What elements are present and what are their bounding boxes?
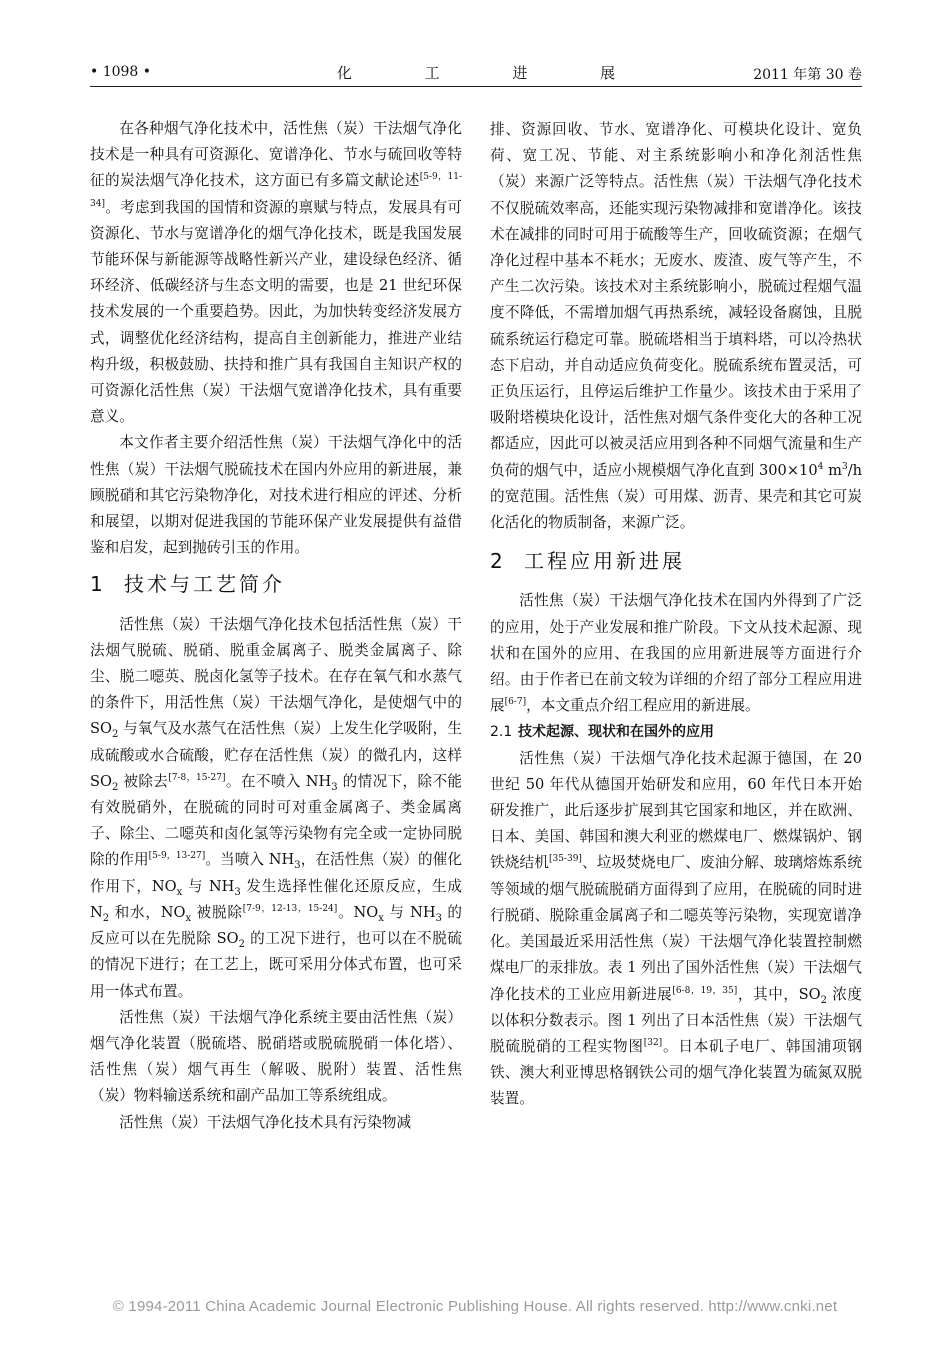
paragraph: 活性焦（炭）干法烟气净化系统主要由活性焦（炭）烟气净化装置（脱硫塔、脱硝塔或脱硫脱硝一体化塔）、活性焦（炭）烟气再生（解吸、脱附）装置、活性焦（炭）物料输送系统和副产品加工等系统组成。 <box>90 1008 462 1105</box>
citation: [6-7] <box>504 697 527 708</box>
left-column <box>90 116 462 1136</box>
section-heading-2: 2 工程应用新进展 <box>490 549 685 574</box>
citation: [5-9，13-27] <box>148 851 206 862</box>
right-column <box>490 117 862 1113</box>
running-header <box>90 60 862 87</box>
citation: [7-9，12-13，15-24] <box>242 904 338 915</box>
page-number: • 1098 • <box>90 64 152 80</box>
citation: [32] <box>643 1038 663 1049</box>
citation: [35-39] <box>548 854 582 865</box>
citation: [7-8，15-27] <box>168 773 226 784</box>
volume-label: 2011 年第 30 卷 <box>753 67 862 83</box>
citation: [5-9，11-34] <box>90 172 462 209</box>
paragraph: 排、资源回收、节水、宽谱净化、可模块化设计、宽负荷、宽工况、节能、对主系统影响小和净化剂活性焦（炭）来源广泛等特点。活性焦（炭）干法烟气净化技术不仅脱硫效率高，还能实现污染物减排和宽谱净化。该技术在减排的同时可用于硫酸等生产，回收硫资源；在烟气净化过程中基本不耗水；无废水、废渣、废气等产生，不产生二次污染。该技术对主系统影响小，脱硫过程烟气温度不降低，不需增加烟气再热系统，减轻设备腐蚀，且脱硫系统运行稳定可靠。脱硫塔相当于填料塔，可以冷热状态下启动，并自动适应负荷变化。脱硫系统布置灵活，可正负压运行，且停运后维护工作量少。该技术由于采用了吸附塔模块化设计，活性焦对烟气条件变化大的各种工况都适应，因此可以被灵活应用到各种不同烟气流量和生产负荷的烟气中，适应小规模烟气净化直到 $300\times 10^4$ $m^3/h$ 的宽范围。活性焦（炭）可用煤、沥青、果壳和其它可炭化活化的物质制备，来源广泛。 <box>490 121 863 532</box>
subsection-heading-2-1: 2.1 技术起源、现状和在国外的应用 <box>490 724 714 741</box>
paragraph: 在各种烟气净化技术中，活性焦（炭）干法烟气净化技术是一种具有可资源化、宽谱净化、节水与硫回收等特征的炭法烟气净化技术，这方面已有多篇文献论述[5-9，11-34]。考虑到我国的国情和资源的禀赋与特点，发展具有可资源化、节水与宽谱净化的烟气净化技术，既是我国发展节能环保与新能源等战略性新兴产业，建设绿色经济、循环经济、低碳经济与生态文明的需要，也是 21 世纪环保技术发展的一个重要趋势。因此，为加快转变经济发展方式，调整优化经济结构，提高自主创新能力，推进产业结构升级，积极鼓励、扶持和推广具有我国自主知识产权的可资源化活性焦（炭）干法烟气宽谱净化技术，具有重要意义。 <box>90 120 462 426</box>
citation: [6-8，19，35] <box>672 985 738 996</box>
section-heading-1: 1 技术与工艺简介 <box>90 572 285 597</box>
paragraph: 活性焦（炭）干法烟气净化技术在国内外得到了广泛的应用，处于产业发展和推广阶段。下文从技术起源、现状和在国外的应用、在我国的应用新进展等方面进行介绍。由于作者已在前文较为详细的介绍了部分工程应用进展[6-7]，本文重点介绍工程应用的新进展。 <box>490 592 862 715</box>
paragraph: 本文作者主要介绍活性焦（炭）干法烟气净化中的活性焦（炭）干法烟气脱硫技术在国内外应用的新进展，兼顾脱硝和其它污染物净化，对技术进行相应的评述、分析和展望，以期对促进我国的节能环保产业发展提供有益借鉴和启发，起到抛砖引玉的作用。 <box>90 434 462 557</box>
paragraph: 活性焦（炭）干法烟气净化技术具有污染物减 <box>119 1113 412 1131</box>
copyright-footer: © 1994-2011 China Academic Journal Electronic Publishing House. All rights reserved. http://www.cnki.net <box>112 1298 838 1315</box>
journal-title: 化 工 进 展 <box>336 64 650 82</box>
paragraph: 活性焦（炭）干法烟气净化技术起源于德国，在 20 世纪 50 年代从德国开始研发和应用，60 年代日本开始研发推广，此后逐步扩展到其它国家和地区，并在欧洲、日本、美国、韩国和澳大利亚的燃煤电厂、燃煤锅炉、钢铁烧结机[35-39]、垃圾焚烧电厂、废油分解、玻璃熔炼系统等领域的烟气脱硫脱硝方面得到了应用，在脱硫的同时进行脱硝、脱除重金属离子和二噁英等污染物，实现宽谱净化。美国最近采用活性焦（炭）干法烟气净化装置控制燃煤电厂的汞排放。表 1 列出了国外活性焦（炭）干法烟气净化技术的工业应用新进展[6-8，19，35]，其中，$SO_2$ 浓度以体积分数表示。图 1 列出了日本活性焦（炭）干法烟气脱硫脱硝的工程实物图[32]。日本矶子电厂、韩国浦项钢铁、澳大利亚博思格钢铁公司的烟气净化装置为硫氮双脱装置。 <box>490 749 862 1108</box>
paragraph: 活性焦（炭）干法烟气净化技术包括活性焦（炭）干法烟气脱硫、脱硝、脱重金属离子、脱类金属离子、除尘、脱二噁英、脱卤化氢等子技术。在存在氧气和水蒸气的条件下，用活性焦（炭）干法烟气净化，是使烟气中的 $SO_2$ 与氧气及水蒸气在活性焦（炭）上发生化学吸附，生成硫酸或水合硫酸，贮存在活性焦（炭）的微孔内，这样 $SO_2$ 被除去[7-8，15-27]。在不喷入 $NH_3$ 的情况下，除不能有效脱硝外，在脱硫的同时可对重金属离子、类金属离子、除尘、二噁英和卤化氢等污染物有完全或一定协同脱除的作用[5-9，13-27]。当喷入 $NH_3$，在活性焦（炭）的催化作用下，$NO_x$ 与 $NH_3$ 发生选择性催化还原反应，生成 $N_2$ 和水，$NO_x$ 被脱除[7-9，12-13，15-24]。$NO_x$ 与 $NH_3$ 的反应可以在先脱除 $SO_2$ 的工况下进行，也可以在不脱硫的情况下进行；在工艺上，既可采用分体式布置，也可采用一体式布置。 <box>90 615 463 1000</box>
